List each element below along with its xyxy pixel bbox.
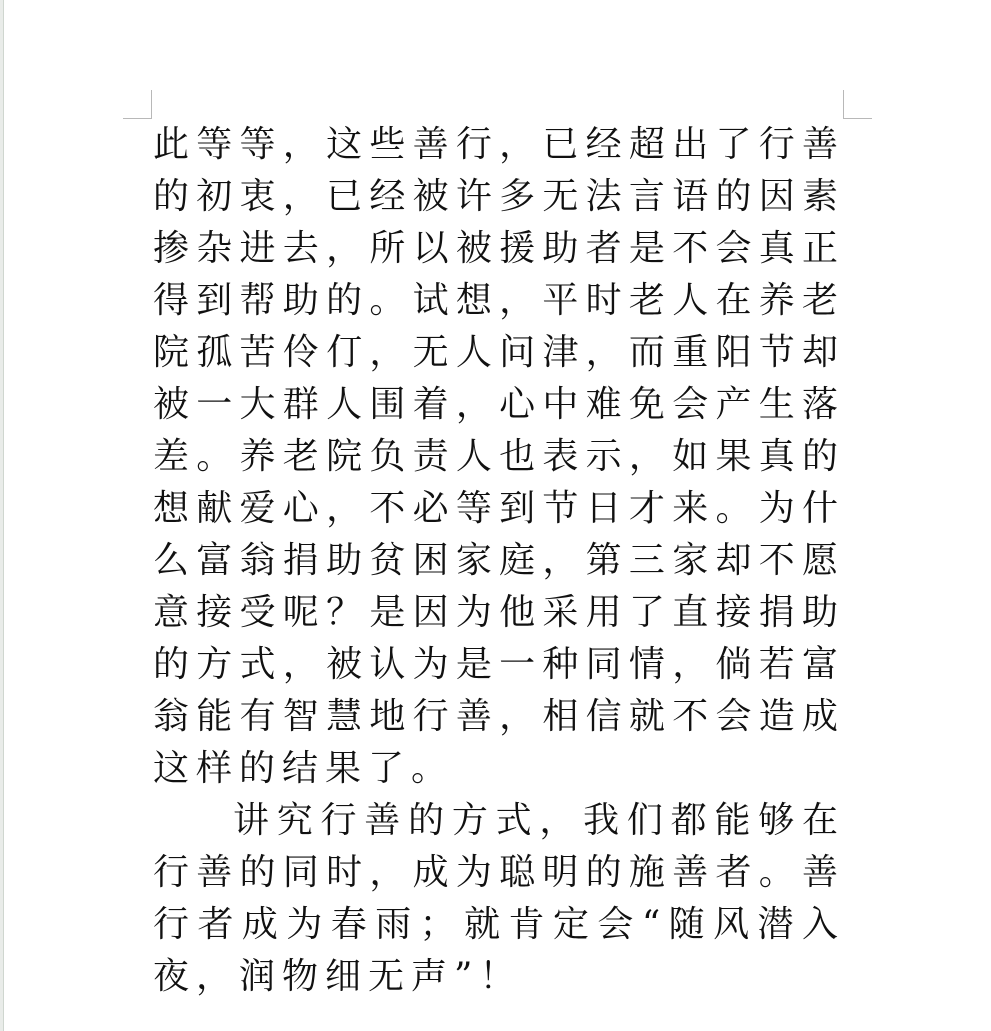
document-body[interactable]	[153, 119, 845, 1003]
paragraph-1[interactable]: 此等等，这些善行，已经超出了行善的初衷，已经被许多无法言语的因素掺杂进去，所以被援助者是不会真正得到帮助的。试想，平时老人在养老院孤苦伶仃，无人问津，而重阳节却被一大群人围着，心中难免会产生落差。养老院负责人也表示，如果真的想献爱心，不必等到节日才来。为什么富翁捐助贫困家庭，第三家却不愿意接受呢？是因为他采用了直接捐助的方式，被认为是一种同情，倘若富翁能有智慧地行善，相信就不会造成这样的结果了。	[153, 124, 845, 789]
left-margin-strip	[0, 0, 4, 1031]
paragraph-2[interactable]: 讲究行善的方式，我们都能够在行善的同时，成为聪明的施善者。善行者成为春雨；就肯定会“随风潜入夜，润物细无声”！	[153, 800, 845, 997]
top-left-margin-mark	[123, 90, 152, 119]
top-right-margin-mark	[843, 90, 872, 119]
